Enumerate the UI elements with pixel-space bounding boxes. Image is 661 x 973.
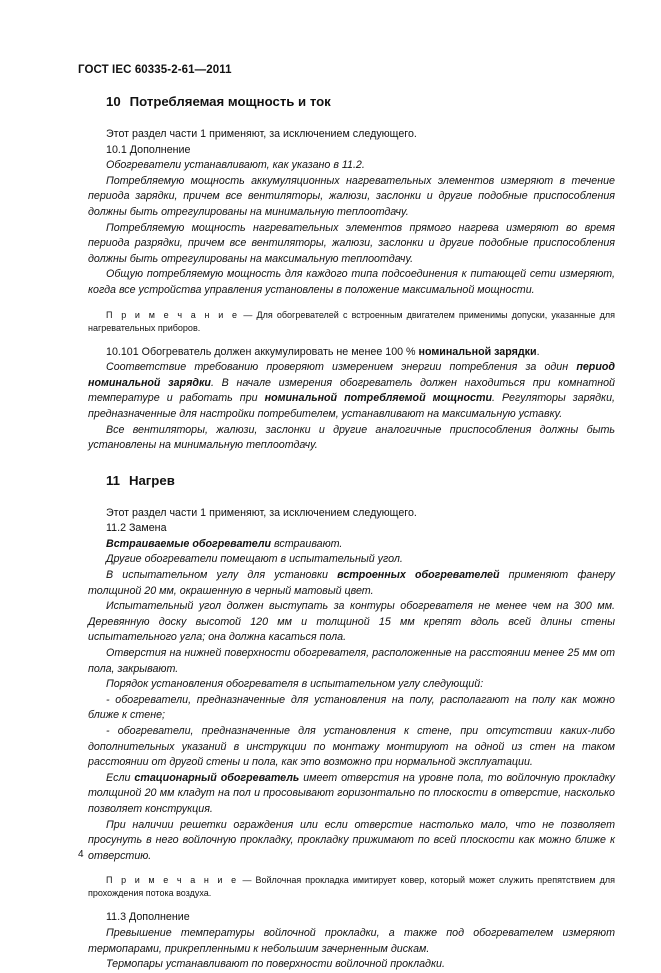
term-bold: номинальной потребляемой мощности xyxy=(264,392,493,405)
text-run: Если xyxy=(106,771,135,784)
paragraph: Потребляемую мощность нагревательных элементов прямого нагрева измеряют во время периода разрядки, причем все вентиляторы, жалюзи, заслонки и другие подобные приспособления должны быть отрегулированы на максимальную теплоотдачу. xyxy=(88,221,615,265)
paragraph: Все вентиляторы, жалюзи, заслонки и другие аналогичные приспособления должны быть установлены на минимальную теплоотдачу. xyxy=(88,423,615,452)
text-run: . В начале измерения обогреватель должен находиться при комнатной температуре и работать при xyxy=(88,376,615,405)
section-11-number: 11 xyxy=(106,472,120,488)
paragraph: Другие обогреватели помещают в испытательный угол. xyxy=(106,553,403,566)
paragraph: Потребляемую мощность аккумуляционных нагревательных элементов измеряют в течение периода зарядки, причем все вентиляторы, жалюзи, заслонки и другие подобные приспособления должны быть отрегулированы на минимальную теплоотдачу. xyxy=(88,174,615,218)
term-bold: номинальной зарядки xyxy=(418,345,537,358)
list-item: - обогреватели, предназначенные для установления на полу, располагают на полу как можно ближе к стене; xyxy=(88,693,615,722)
page-number: 4 xyxy=(78,849,84,860)
subsection-10-1: 10.1 Дополнение xyxy=(106,143,191,156)
note xyxy=(88,309,615,335)
text-run: имеет отверстия на уровне пола, то войлочную прокладку толщиной 20 мм кладут на пол и просовывают горизонтально по плоскости в отверстие, насколько позволяет конструкция. xyxy=(88,771,615,815)
text-run: В испытательном углу для установки xyxy=(106,569,338,582)
paragraph xyxy=(88,537,615,553)
paragraph: Отверстия на нижней поверхности обогревателя, расположенные на расстоянии менее 25 мм от пола, закрывают. xyxy=(88,647,615,675)
subsection-11-3: 11.3 Дополнение xyxy=(106,911,190,924)
paragraph: Обогреватели устанавливают, как указано в 11.2. xyxy=(106,159,365,172)
document-body xyxy=(88,93,615,973)
subsection-11-2: 11.2 Замена xyxy=(106,522,167,535)
paragraph: Испытательный угол должен выступать за контуры обогревателя не менее чем на 300 мм. Деревянную доску высотой 120 мм и толщиной 15 мм крепят вдоль всей длины стены испытательного угла; она должна касаться пола. xyxy=(88,600,615,644)
paragraph xyxy=(88,771,615,818)
paragraph: При наличии решетки ограждения или если отверстие настолько мало, что не позволяет просунуть в него войлочную прокладку, прокладку прижимают по всей плоскости как можно ближе к отверстию. xyxy=(88,818,615,862)
text-run: . Регуляторы зарядки, предназначенные для настройки потребителем, устанавливают на максимальную уставку. xyxy=(88,392,615,420)
term-bold: Встраиваемые обогреватели xyxy=(106,537,272,550)
clause-10-101 xyxy=(88,345,615,361)
paragraph: Термопары устанавливают по поверхности войлочной прокладки. xyxy=(106,958,445,971)
paragraph: Порядок установления обогревателя в испытательном углу следующий: xyxy=(106,678,484,691)
text-run: . xyxy=(536,345,540,358)
section-11-title: Нагрев xyxy=(128,472,175,488)
note-text: — Войлочная прокладка имитирует ковер, который может служить препятствием для прохождения потока воздуха. xyxy=(88,875,615,899)
section-10-intro: Этот раздел части 1 применяют, за исключением следующего. xyxy=(106,128,417,140)
paragraph: Превышение температуры войлочной прокладки, а также под обогревателем измеряют термопарами, прикрепленными к небольшим зачерненным дискам. xyxy=(88,926,615,955)
term-bold: встроенных обогревателей xyxy=(337,569,500,582)
paragraph: Общую потребляемую мощность для каждого типа подсоединения к питающей сети измеряют, когда все устройства управления установлены в положение максимальной мощности. xyxy=(88,268,615,296)
text-run: встраивают. xyxy=(271,537,343,550)
section-10-title: Потребляемая мощность и ток xyxy=(129,94,331,109)
section-11-intro: Этот раздел части 1 применяют, за исключением следующего. xyxy=(106,506,417,519)
note xyxy=(88,874,615,900)
text-run: применяют фанеру толщиной 20 мм, окрашенную в черный матовый цвет. xyxy=(88,569,615,597)
list-item: - обогреватели, предназначенные для установления к стене, при отсутствии каких-либо дополнительных указаний в инструкции по монтажу монтируют на одной из стен на таком расстоянии от другой стены и пола, как это возможно при нормальной эксплуатации. xyxy=(88,725,615,769)
text-run: 10.101 Обогреватель должен аккумулировать не менее 100 % xyxy=(106,345,419,358)
note-label: П р и м е ч а н и е xyxy=(106,309,240,320)
term-bold: стационарный обогреватель xyxy=(134,771,300,784)
note-label: П р и м е ч а н и е xyxy=(106,875,239,886)
term-bold: период номинальной зарядки xyxy=(88,361,615,389)
spacer xyxy=(88,454,615,472)
text-run: Соответствие требованию проверяют измерением энергии потребления за один xyxy=(106,361,577,374)
compliance-paragraph xyxy=(88,360,615,422)
paragraph xyxy=(88,568,615,599)
section-11-heading xyxy=(106,472,615,490)
note-text: — Для обогревателей с встроенным двигателем применимы допуски, указанные для нагревательных приборов. xyxy=(88,309,615,333)
section-10-number: 10 xyxy=(106,94,121,109)
document-header: ГОСТ IEC 60335-2-61—2011 xyxy=(78,64,232,76)
section-10-heading xyxy=(106,93,615,111)
